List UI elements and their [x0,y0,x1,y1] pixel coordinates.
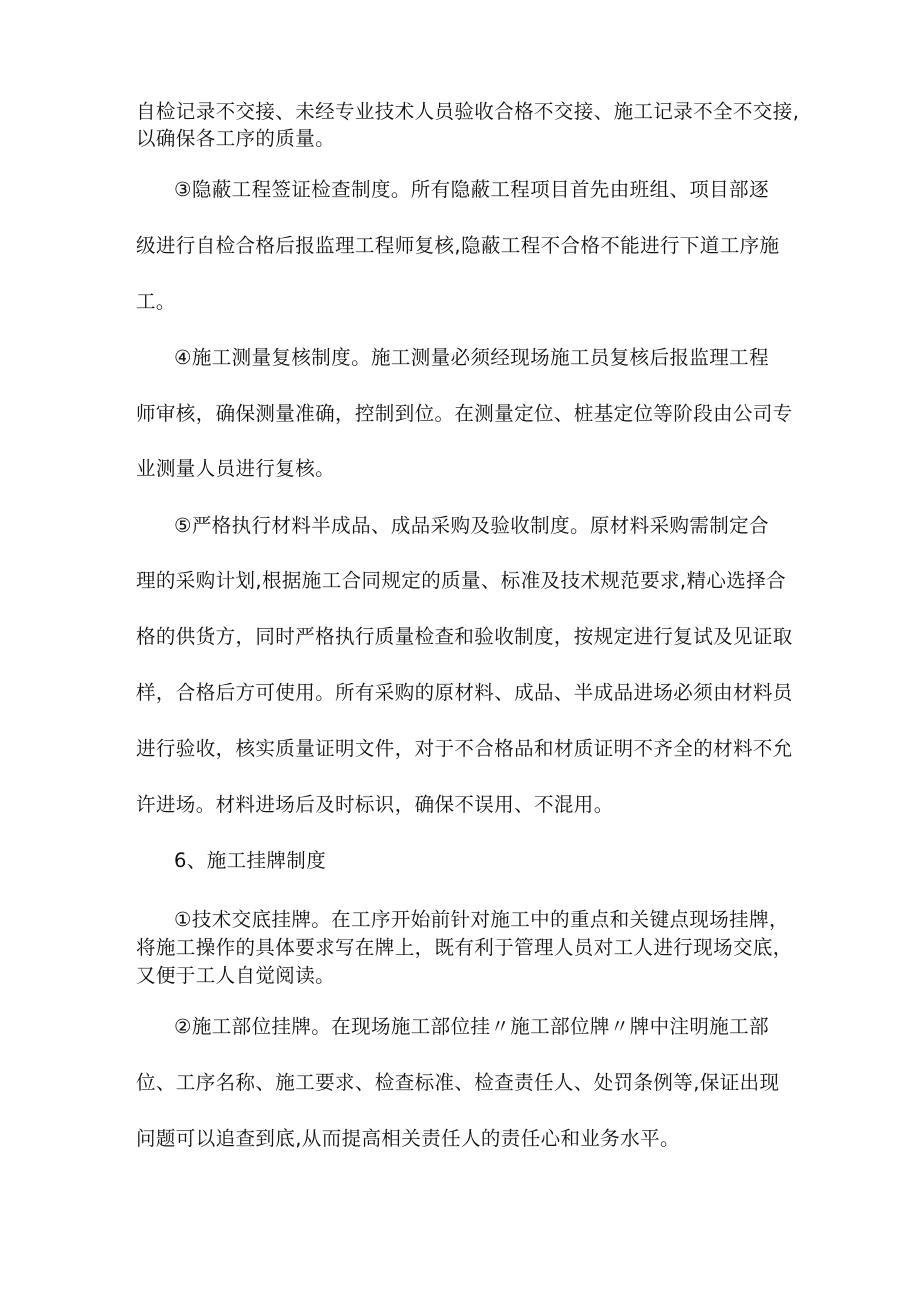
para2-line-2: 级进行自检合格后报监理工程师复核,隐蔽工程不合格不能进行下道工序施 [136,234,780,257]
para6-line-2: 位、工序名称、施工要求、检查标准、检查责任人、处罚条例等,保证出现 [136,1071,780,1094]
para2-line-3: 工。 [136,290,176,313]
para1-line-2: 以确保各工序的质量。 [136,127,336,150]
para4-line-1: ⑤严格执行材料半成品、成品采购及验收制度。原材料采购需制定合 [174,514,769,537]
para4-line-4: 样，合格后方可使用。所有采购的原材料、成品、半成品进场必须由材料员 [136,681,793,704]
para4-line-3: 格的供货方，同时严格执行质量检查和验收制度，按规定进行复试及见证取 [136,625,793,648]
para2-line-1: ③隐蔽工程签证检查制度。所有隐蔽工程项目首先由班组、项目部逐 [174,178,769,201]
para4-line-6: 许进场。材料进场后及时标识，确保不误用、不混用。 [136,793,614,816]
para5-line-3: 又便于工人自觉阅读。 [136,964,336,987]
section-heading-6: 6、施工挂牌制度 [174,849,327,872]
para6-line-3: 问题可以追查到底,从而提高相关责任人的责任心和业务水平。 [136,1127,680,1150]
para5-line-1: ①技术交底挂牌。在工序开始前针对施工中的重点和关键点现场挂牌， [174,908,789,931]
para3-line-3: 业测量人员进行复核。 [136,457,336,480]
para3-line-2: 师审核，确保测量准确，控制到位。在测量定位、桩基定位等阶段由公司专 [136,402,793,425]
para1-line-1: 自检记录不交接、未经专业技术人员验收合格不交接、施工记录不全不交接, [136,100,800,123]
para6-line-1: ②施工部位挂牌。在现场施工部位挂〃施工部位牌〃牌中注明施工部 [174,1015,769,1038]
para4-line-2: 理的采购计划,根据施工合同规定的质量、标准及技术规范要求,精心选择合 [136,569,786,592]
para3-line-1: ④施工测量复核制度。施工测量必须经现场施工员复核后报监理工程 [174,346,769,369]
para5-line-2: 将施工操作的具体要求写在牌上，既有利于管理人员对工人进行现场交底， [136,936,793,959]
para4-line-5: 进行验收，核实质量证明文件，对于不合格品和材质证明不齐全的材料不允 [136,737,793,760]
